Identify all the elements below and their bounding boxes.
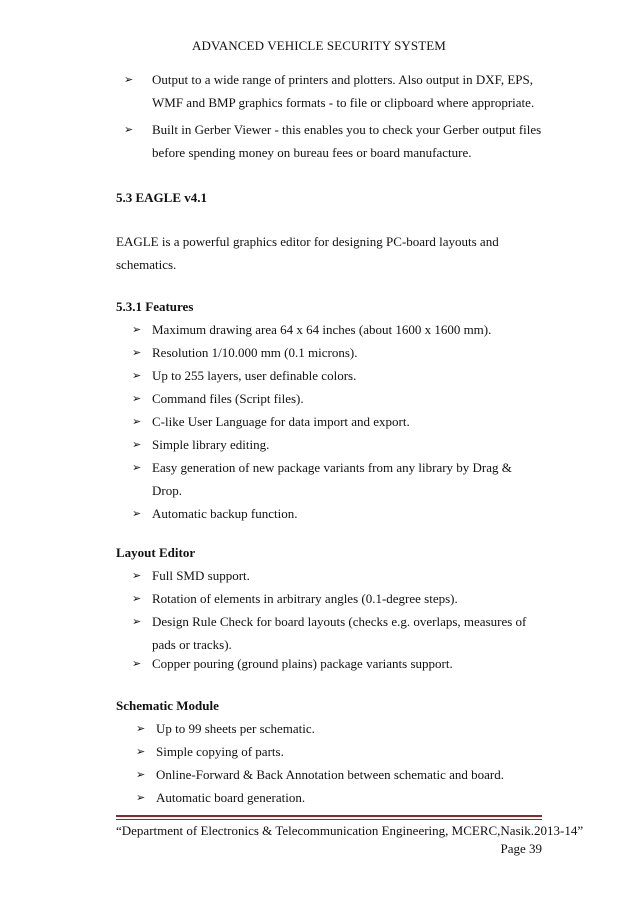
footer-rule-thin — [116, 819, 542, 820]
list-item-text: C-like User Language for data import and export. — [152, 414, 410, 429]
list-item-text: Up to 99 sheets per schematic. — [156, 721, 315, 736]
list-item-text: Resolution 1/10.000 mm (0.1 microns). — [152, 345, 358, 360]
paragraph-line: EAGLE is a powerful graphics editor for designing PC-board layouts and — [116, 234, 499, 249]
list-item-text: Automatic backup function. — [152, 506, 298, 521]
list-item-text: Copper pouring (ground plains) package variants support. — [152, 656, 453, 671]
arrow-bullet-icon: ➢ — [132, 392, 142, 405]
list-item-text: Automatic board generation. — [156, 790, 306, 805]
paragraph-line: schematics. — [116, 257, 177, 272]
list-item-text: Online-Forward & Back Annotation between schematic and board. — [156, 767, 505, 782]
arrow-bullet-icon: ➢ — [132, 657, 142, 670]
list-item-text-cont: Drop. — [152, 483, 182, 498]
page-number: Page 39 — [500, 841, 542, 856]
arrow-bullet-icon: ➢ — [136, 791, 146, 804]
list-item-text: Design Rule Check for board layouts (checks e.g. overlaps, measures of — [152, 614, 527, 629]
list-item-text-cont: pads or tracks). — [152, 637, 232, 652]
list-item-text: Easy generation of new package variants from any library by Drag & — [152, 460, 512, 475]
arrow-bullet-icon: ➢ — [136, 768, 146, 781]
list-item-text-cont: WMF and BMP graphics formats - to file or clipboard where appropriate. — [152, 95, 535, 110]
arrow-bullet-icon: ➢ — [132, 615, 142, 628]
arrow-bullet-icon: ➢ — [124, 123, 134, 136]
list-item-text: Full SMD support. — [152, 568, 250, 583]
page-header: ADVANCED VEHICLE SECURITY SYSTEM — [192, 38, 446, 53]
page-footer: “Department of Electronics & Telecommunication Engineering, MCERC,Nasik.2013-14” — [116, 823, 584, 838]
list-item-text: Command files (Script files). — [152, 391, 304, 406]
arrow-bullet-icon: ➢ — [132, 438, 142, 451]
list-item-text: Maximum drawing area 64 x 64 inches (about 1600 x 1600 mm). — [152, 322, 492, 337]
arrow-bullet-icon: ➢ — [132, 346, 142, 359]
arrow-bullet-icon: ➢ — [132, 507, 142, 520]
arrow-bullet-icon: ➢ — [132, 461, 142, 474]
arrow-bullet-icon: ➢ — [132, 323, 142, 336]
arrow-bullet-icon: ➢ — [132, 569, 142, 582]
arrow-bullet-icon: ➢ — [132, 369, 142, 382]
arrow-bullet-icon: ➢ — [136, 745, 146, 758]
section-heading: 5.3 EAGLE v4.1 — [116, 190, 208, 205]
arrow-bullet-icon: ➢ — [132, 415, 142, 428]
arrow-bullet-icon: ➢ — [136, 722, 146, 735]
list-item-text: Output to a wide range of printers and plotters. Also output in DXF, EPS, — [152, 72, 533, 87]
list-item-text-cont: before spending money on bureau fees or board manufacture. — [152, 145, 472, 160]
list-item-text: Simple library editing. — [152, 437, 270, 452]
list-item-text: Rotation of elements in arbitrary angles (0.1-degree steps). — [152, 591, 458, 606]
list-item-text: Up to 255 layers, user definable colors. — [152, 368, 357, 383]
arrow-bullet-icon: ➢ — [124, 73, 134, 86]
subsection-heading: Layout Editor — [116, 545, 196, 560]
footer-rule-thick — [116, 815, 542, 817]
subsection-heading: 5.3.1 Features — [116, 299, 194, 314]
subsection-heading: Schematic Module — [116, 698, 219, 713]
list-item-text: Built in Gerber Viewer - this enables you to check your Gerber output files — [152, 122, 542, 137]
arrow-bullet-icon: ➢ — [132, 592, 142, 605]
list-item-text: Simple copying of parts. — [156, 744, 284, 759]
